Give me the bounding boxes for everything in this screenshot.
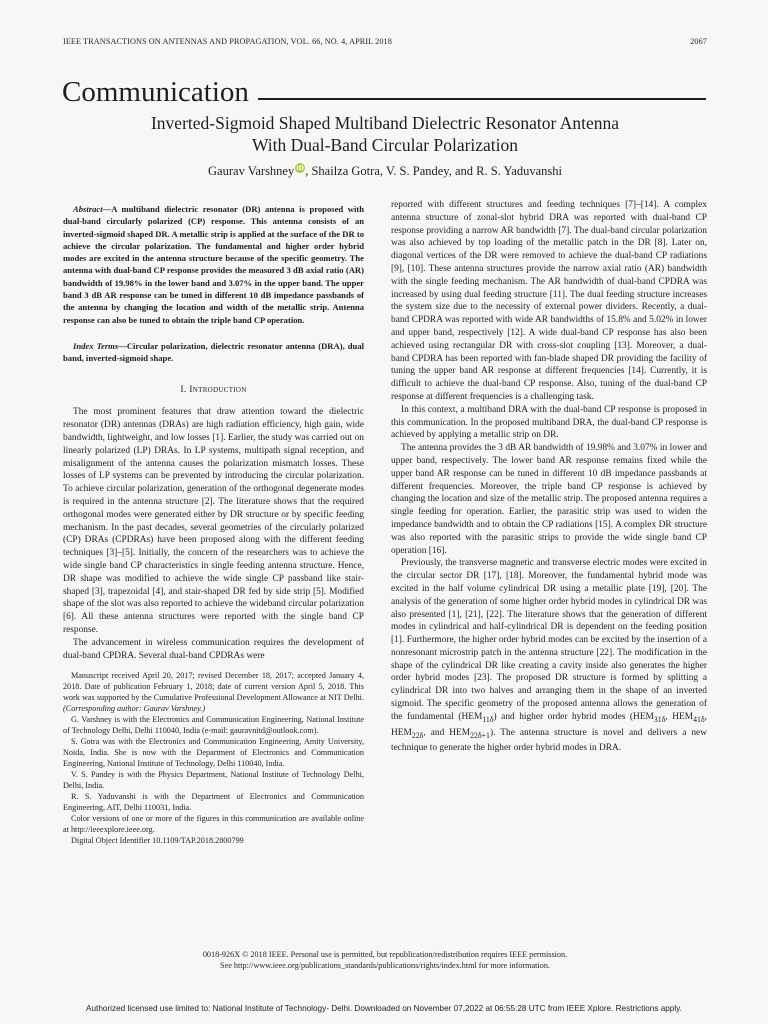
author-list bbox=[63, 163, 707, 179]
para6-text-start: Previously, the transverse magnetic and transverse electric modes were excited in the circular sector DR [17], [18]. Moreover, the fundamental hybrid mode was excited in the half volume cylindrical DR using a metallic plate [19], [20]. The analysis of the generation of some higher order hybrid modes in cylindrical DR was also presented [1], [21], [22]. The literature shows that the generation of different modes in cylindrical and half-cylindrical DR is dependent on the feeding position [1]. Furthermore, the higher order hybrid modes can be excited by the insertion of a nonresonant microstrip patch in the antenna structure [22]. The modification in the shape of the cylindrical DR like creating a cavity inside also generates the higher order hybrid modes [23]. The proposed DR structure is formed by splitting a cylindrical DR into two halves and arranging them in the shape of an inverted sigmoid. The specific geometry of the proposed antenna allows the generation of the fundamental ( bbox=[391, 558, 707, 722]
mode-hem-31: $HEM_{31\delta}$ bbox=[633, 711, 666, 724]
index-terms-text: Circular polarization, dielectric resonator antenna (DRA), dual band, inverted-sigmoid shape. bbox=[63, 340, 364, 364]
index-terms-label: Index Terms bbox=[73, 340, 119, 351]
orcid-icon[interactable]: iD bbox=[296, 164, 305, 172]
footnote-gotra: S. Gotra was with the Electronics and Communication Engineering, Amity University, Noida, India. She is now with the Department of Electronics and Communication Engineering, National Institute of Technology, Delhi 110040, India. bbox=[63, 737, 364, 769]
authors-rest: , Shailza Gotra, V. S. Pandey, and R. S. Yaduvanshi bbox=[305, 164, 562, 178]
footnote-manuscript bbox=[63, 670, 364, 714]
left-column bbox=[63, 203, 364, 846]
section-heading-introduction bbox=[63, 384, 364, 397]
right-column bbox=[391, 199, 707, 755]
journal-info: IEEE TRANSACTIONS ON ANTENNAS AND PROPAGATION, VOL. 66, NO. 4, APRIL 2018 bbox=[63, 37, 392, 46]
paper-title-line-2: With Dual-Band Circular Polarization bbox=[251, 135, 519, 155]
intro-paragraph-1: The most prominent features that draw attention toward the dielectric resonator (DR) antennas (DRAs) are high radiation efficiency, high gain, wide bandwidth, lightweight, and low losses [1]. Earlier, the study was carried out on linearly polarized (LP) DRAs. In LP systems, multipath signal reception, and misalignment of the antenna causes the polarization mismatch losses. These losses of LP systems can be prevented by introducing the circular polarization. To achieve circular polarization, generation of the orthogonal degenerate modes is required in the antenna structure [2]. The literature shows that the required orthogonal modes were generated either by DR structure or by specific feeding mechanism. In the past decades, several geometries of the circularly polarized (CP) DRAs (CPDRAs) have been proposed along with the different feeding techniques [3]–[5]. Initially, the concern of the researchers was to achieve the wide single band CP characteristics in single feeding antenna structure. Hence, DR shape was modified to achieve the wide single CP passband like stair-shaped [3], trapezoidal [4], and stair-shaped DR fed by side strip [5]. Modified shape of the slot was also reported to achieve the wideband circular polarization [6]. All these antenna structures were reported with the single band CP response. bbox=[63, 407, 364, 635]
abstract: Abstract—A multiband dielectric resonator (DR) antenna is proposed with dual-band circularly polarized (CP) response. This antenna consists of an inverted-sigmoid shaped DR. A metallic strip is applied at the surface of the DR to achieve the circular polarization. The fundamental and higher order hybrid modes are excited in the antenna structure because of the specific geometry. The antenna with dual-band CP response provides the measured 3 dB axial ratio (AR) bandwidth of 19.98% in the lower band and 3.07% in the upper band. The upper band 3 dB AR response can be tuned in different 10 dB impedance passbands of the antenna by changing the location and width of the metallic strip. Antenna response can also be tuned to obtain the triple band CP operation. bbox=[63, 204, 364, 325]
section-numeral: I. bbox=[180, 383, 187, 395]
intro-paragraph-2: The advancement in wireless communication requires the development of dual-band CPDRA. Several dual-band CPDRAs were bbox=[63, 637, 364, 661]
section-title-rule bbox=[258, 98, 706, 100]
section-heading-text: Introduction bbox=[189, 383, 247, 395]
footnote-color: Color versions of one or more of the figures in this communication are available online at http://ieeexplore.ieee.org. bbox=[63, 814, 364, 835]
mode-hem-22-plus-1: $HEM_{22\delta+1}$ bbox=[449, 727, 490, 740]
intro-paragraph-3: reported with different structures and feeding techniques [7]–[14]. A complex antenna structure of zonal-slot hybrid DRA was reported with dual-band CP response providing a narrow AR bandwidth [7]. The dual-band circular polarization was also achieved by top loading of the metallic patch in the DR [8]. Later on, diagonal vertices of the DR were removed to achieve the dual-band CP radiations [9], [10]. These antenna structures provide the narrow axial ratio (AR) bandwidth with the single feeding mechanism. The AR bandwidth of dual-band CPDRA was increased by using dual feeding structure [11]. The dual feeding structure increases the system size due to the necessity of external power dividers. Recently, a dual-band CPDRA was reported with wide AR bandwidths of 15.8% and 5.02% in lower and upper band, respectively [12]. A wide dual-band CP response has also been achieved using rectangular DR with cross-slot coupling [13]. Moreover, a dual-band CPDRA has been reported with fan-blade shaped DR providing the facility of tuning the upper band AR response at different frequencies [14]. Currently, it is difficult to achieve the dual-band CP response. Also, tuning of the dual-band CP response at different frequencies is a challenging task. bbox=[391, 200, 707, 402]
abstract-text: A multiband dielectric resonator (DR) antenna is proposed with dual-band circularly polarized (CP) response. This antenna consists of an inverted-sigmoid shaped DR. A metallic strip is applied at the surface of the DR to achieve the circular polarization. The fundamental and higher order hybrid modes are excited in the antenna structure because of the specific geometry. The antenna with dual-band CP response provides the measured 3 dB axial ratio (AR) bandwidth of 19.98% in the lower band and 3.07% in the upper band. The upper band 3 dB AR response can be tuned in different 10 dB impedance passbands of the antenna by changing the location and width of the metallic strip. Antenna response can also be tuned to obtain the triple band CP operation. bbox=[63, 204, 364, 325]
page-number: 2067 bbox=[690, 37, 707, 46]
intro-paragraph-5: The antenna provides the 3 dB AR bandwidth of 19.98% and 3.07% in lower and upper band, respectively. The lower band AR response remains fixed while the upper band AR response can be tuned in different 10 dB impedance passbands at different frequencies. Moreover, the triple band CP response is achieved by changing the location and size of the metallic strip. The proposed antenna requires a single feeding for operation. Earlier, the parasitic strip was used to widen the impedance bandwidth and to obtain the CP radiations [15]. A complex DR structure was also reported with the parasitic strips to provide the wide single band CP operation [16]. bbox=[391, 443, 707, 556]
index-terms: Index Terms—Circular polarization, dielectric resonator antenna (DRA), dual band, inverted-sigmoid shape. bbox=[63, 340, 364, 364]
running-head bbox=[63, 37, 707, 46]
paper-title-line-1: Inverted-Sigmoid Shaped Multiband Dielectric Resonator Antenna bbox=[150, 113, 619, 133]
footnote-pandey: V. S. Pandey is with the Physics Department, National Institute of Technology Delhi, Delhi, India. bbox=[63, 770, 364, 791]
copyright-line-1: 0018-926X © 2018 IEEE. Personal use is permitted, but republication/redistribution requires IEEE permission. bbox=[202, 950, 568, 959]
author-varshney: Gaurav Varshney bbox=[208, 164, 295, 178]
intro-paragraph-6: Previously, the transverse magnetic and transverse electric modes were excited in the circular sector DR [17], [18]. Moreover, the fundamental hybrid mode was excited in the half volume cylindrical DR using a metallic plate [19], [20]. The analysis of the generation of some higher order hybrid modes in cylindrical DR was also presented [1], [21], [22]. The literature shows that the generation of different modes in cylindrical and half-cylindrical DR is dependent on the feeding position [1]. Furthermore, the higher order hybrid modes can be excited by the insertion of a nonresonant microstrip patch in the antenna structure [22]. The modification in the shape of the cylindrical DR like creating a cavity inside also generates the higher order hybrid modes [23]. The proposed DR structure is formed by splitting a cylindrical DR into two halves and arranging them in the shape of an inverted sigmoid. The specific geometry of the proposed antenna allows the generation of the fundamental $(HEM_{11\delta})$ and higher order hybrid modes ($HEM_{31\delta}$, $HEM_{41\delta}$, $HEM_{22\delta}$, and $HEM_{22\delta+1}$). The antenna structure is novel and delivers a new technique to generate the higher order hybrid modes in DRA. bbox=[391, 558, 707, 754]
paper-title bbox=[63, 112, 707, 156]
mode-hem-11: $HEM_{11\delta}$ bbox=[461, 711, 494, 724]
copyright-line-2: See http://www.ieee.org/publications_standards/publications/rights/index.html for more information. bbox=[220, 961, 550, 970]
intro-paragraph-4: In this context, a multiband DRA with the dual-band CP response is proposed in this communication. In the proposed multiband DRA, the dual-band CP response is achieved by applying a metallic strip on DR. bbox=[391, 404, 707, 441]
abstract-label: Abstract bbox=[73, 204, 103, 214]
para6-text-end: ). The antenna structure is novel and delivers a new technique to generate the higher order hybrid modes in DRA. bbox=[391, 727, 707, 754]
footnote-doi: Digital Object Identifier 10.1109/TAP.2018.2800799 bbox=[71, 836, 244, 846]
mode-hem-22: $HEM_{22\delta}$ bbox=[391, 727, 424, 740]
section-title: Communication bbox=[62, 76, 249, 108]
mode-hem-41: $HEM_{41\delta}$ bbox=[672, 711, 705, 724]
footnote-corresponding: (Corresponding author: Gaurav Varshney.) bbox=[63, 704, 206, 714]
footnote-varshney: G. Varshney is with the Electronics and Communication Engineering, National Institute of Technology Delhi, Delhi 110040, India (e-mail: gauravnitd@outlook.com). bbox=[63, 715, 364, 736]
license-footer: Authorized licensed use limited to: National Institute of Technology- Delhi. Downloaded on November 07,2022 at 06:55:28 UTC from IEEE Xplore. Restrictions apply. bbox=[86, 1004, 682, 1013]
copyright-notice bbox=[63, 949, 707, 971]
footnote-yaduvanshi: R. S. Yaduvanshi is with the Department of Electronics and Communication Engineering, AIT, Delhi 110031, India. bbox=[63, 792, 364, 813]
footnote-manuscript-text: Manuscript received April 20, 2017; revised December 18, 2017; accepted January 4, 2018. Date of publication February 1, 2018; date of current version April 5, 2018. This work was supported by the Cumulative Professional Development Allowance at NIT Delhi. bbox=[63, 671, 364, 703]
